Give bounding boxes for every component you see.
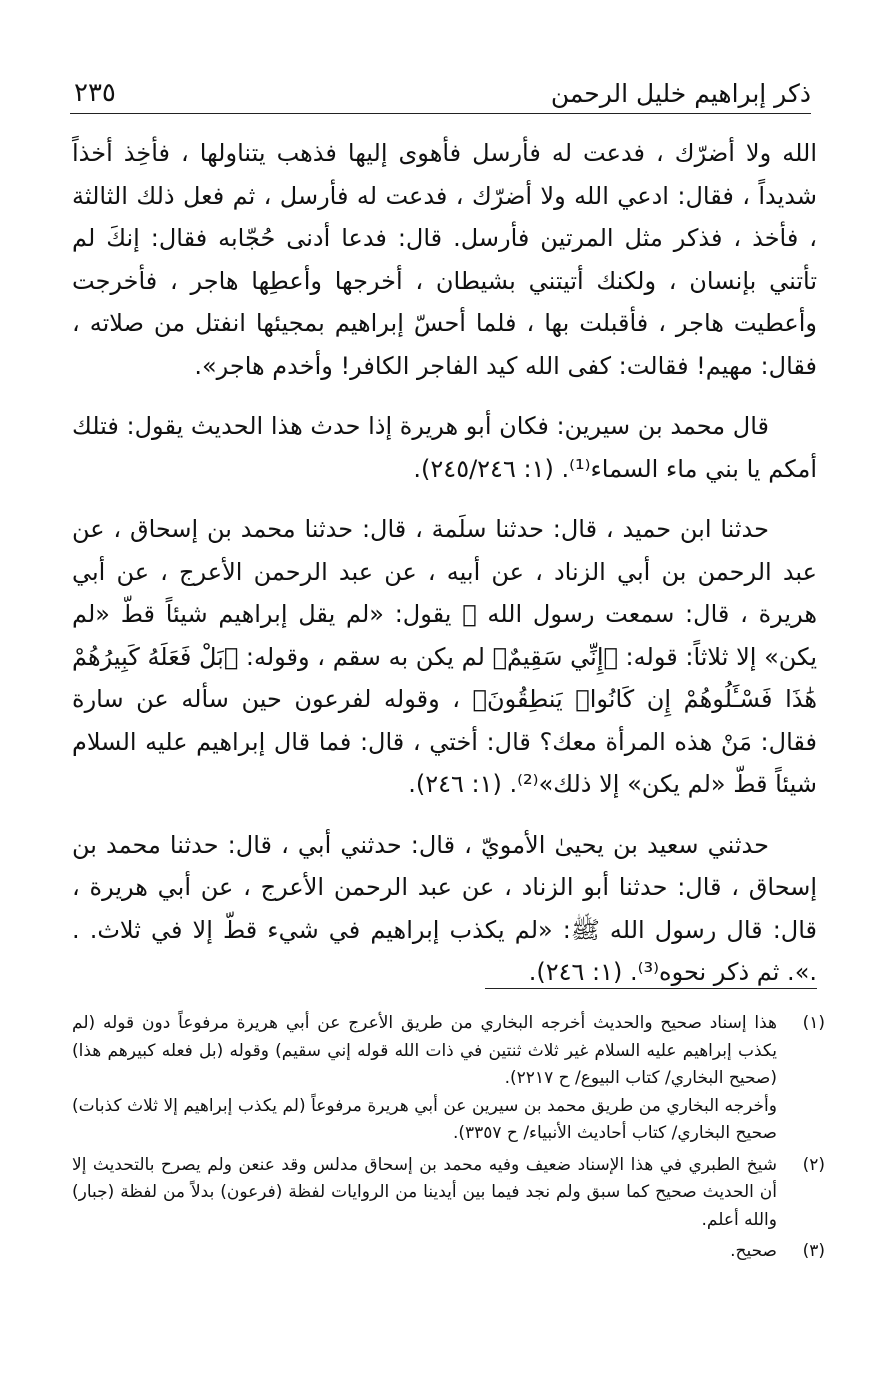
footnote-1 (72, 1010, 825, 1148)
footnote-line: وأخرجه البخاري من طريق محمد بن سيرين عن أبي هريرة مرفوعاً (لم يكذب إبراهيم إلا ثلاث كذبات) صحيح البخاري/ كتاب أحاديث الأنبياء/ ح ٣٣٥٧). (72, 1095, 777, 1143)
footnote-number: (١) (802, 1013, 825, 1033)
header-rule (70, 113, 811, 114)
paragraph-1: الله ولا أضرّك ، فدعت له فأرسل فأهوى إليها فذهب يتناولها ، فأخِذ أخذاً شديداً ، فقال: ادعي الله ولا أضرّك ، فدعت له فأرسل ، ثم فعل ذلك الثالثة ، فأخذ ، فذكر مثل المرتين فأرسل. قال: فدعا أدنى حُجّابه فقال: إنكَ لم تأتني بإنسان ، ولكنك أتيتني بشيطان ، أخرجها وأعطِها هاجر ، فأخرجت وأعطيت هاجر ، فأقبلت بها ، فلما أحسّ إبراهيم بمجيئها انفتل من صلاته ، فقال: مهيم! فقالت: كفى الله كيد الفاجر الكافر! وأخدم هاجر». (72, 139, 817, 380)
main-text (72, 132, 817, 1012)
running-title: ذكر إبراهيم خليل الرحمن (550, 79, 811, 108)
paragraph-4: حدثني سعيد بن يحيىٰ الأمويّ ، قال: حدثني أبي ، قال: حدثنا محمد بن إسحاق ، قال: حدثنا أبو الزناد ، عن عبد الرحمن الأعرج ، عن أبي هريرة ، قال: قال رسول الله ﷺ: «لم يكذب إبراهيم في شيء قطّ إلا في ثلاث. . .». ثم ذكر نحوه⁽³⁾. (١: ٢٤٦). (72, 830, 817, 986)
footnote-line: صحيح. (730, 1241, 777, 1261)
footnote-body (72, 1010, 777, 1148)
footnotes (72, 1010, 825, 1270)
footnote-number: (٣) (802, 1241, 825, 1261)
footnote-body (72, 1152, 777, 1235)
paragraph-3: حدثنا ابن حميد ، قال: حدثنا سلَمة ، قال: حدثنا محمد بن إسحاق ، عن عبد الرحمن بن أبي الزناد ، عن أبيه ، عن عبد الرحمن الأعرج ، عن أبي هريرة ، قال: سمعت رسول الله ﷺ يقول: «لم يقل إبراهيم شيئاً قطّ «لم يكن» إلا ثلاثاً: قوله: ﴿إِنِّي سَقِيمٌ﴾ لم يكن به سقم ، وقوله: ﴿بَلْ فَعَلَهُ كَبِيرُهُمْ هَٰذَا فَسْـَٔلُوهُمْ إِن كَانُوا۟ يَنطِقُونَ﴾ ، وقوله لفرعون حين سأله عن سارة فقال: مَنْ هذه المرأة معك؟ قال: أختي ، قال: فما قال إبراهيم عليه السلام شيئاً قطّ «لم يكن» إلا ذلك»⁽²⁾. (١: ٢٤٦). (72, 515, 817, 798)
page-number: ٢٣٥ (74, 78, 116, 108)
footnote-line: شيخ الطبري في هذا الإسناد ضعيف وفيه محمد بن إسحاق مدلس وقد عنعن ولم يصرح بالتحديث إلا أن الحديث صحيح كما سبق ولم نجد فيما بين أيدينا من الروايات لفظة (فرعون) بدلاً من لفظة (جبار) والله أعلم. (72, 1154, 777, 1230)
footnote-3 (72, 1238, 825, 1266)
footnote-number: (٢) (802, 1154, 825, 1175)
paragraph-2: قال محمد بن سيرين: فكان أبو هريرة إذا حدث هذا الحديث يقول: فتلك أمكم يا بني ماء السماء⁽¹⁾. (١: ٢٤٥/٢٤٦). (72, 412, 817, 483)
page-header (70, 70, 811, 114)
footnote-line: هذا إسناد صحيح والحديث أخرجه البخاري من طريق الأعرج عن أبي هريرة مرفوعاً دون قوله (لم يكذب إبراهيم عليه السلام غير ثلاث ثنتين في ذات الله قوله إني سقيم) وقوله (بل فعله كبيرهم هذا) (صحيح البخاري/ كتاب البيوع/ ح ٢٢١٧). (72, 1013, 777, 1088)
footnote-body (72, 1238, 777, 1266)
footnote-2 (72, 1152, 825, 1235)
footnote-separator (485, 988, 817, 989)
